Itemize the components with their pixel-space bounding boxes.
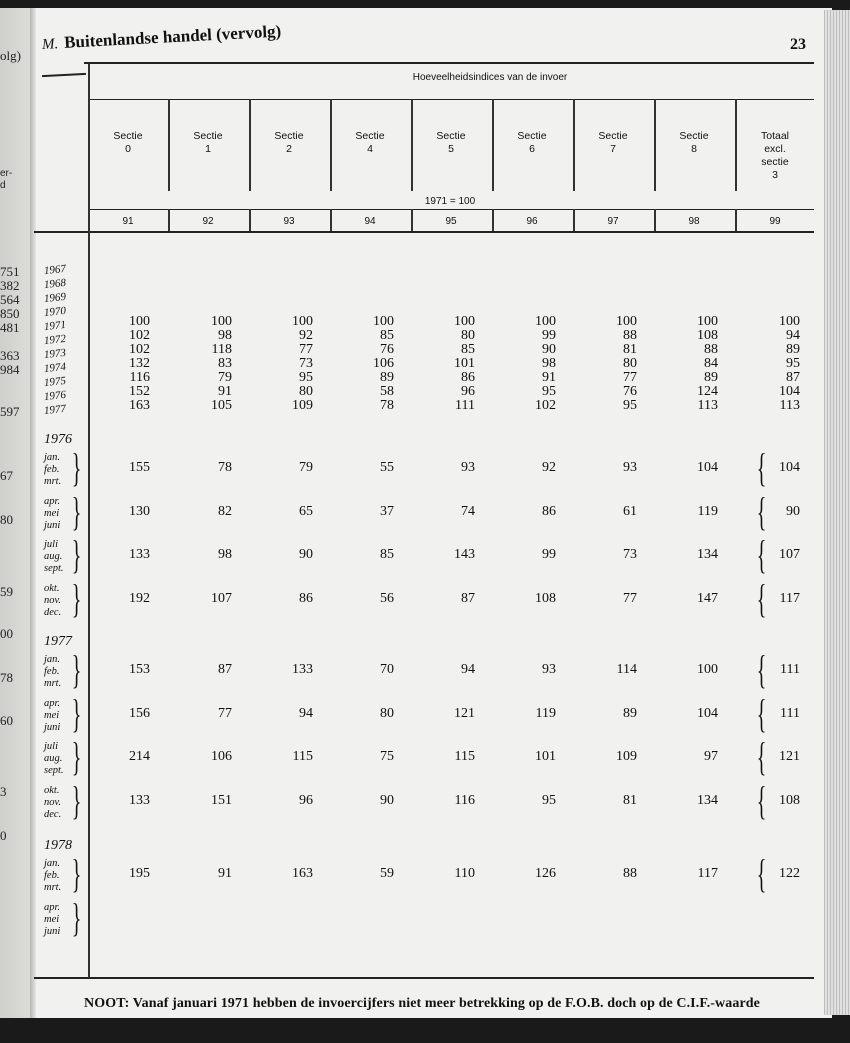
page-number: 23 <box>790 36 806 53</box>
table-cell: 76 <box>380 342 394 357</box>
table-cell: 75 <box>380 749 394 764</box>
table-cell: 77 <box>623 370 637 385</box>
table-cell: 59 <box>380 866 394 881</box>
table-cell: 108 <box>535 590 556 606</box>
table-cell: 61 <box>623 503 637 519</box>
prev-page-number: 382 <box>0 278 20 293</box>
table-cell: 100 <box>697 314 718 329</box>
year-label: 1975 <box>43 374 67 390</box>
column-header: Sectie 8 <box>679 130 709 155</box>
month-label: jan. <box>44 654 61 665</box>
table-cell: 79 <box>299 460 313 475</box>
brace-icon: } <box>71 532 82 577</box>
prev-page-number: 78 <box>0 670 13 685</box>
table-cell: 94 <box>461 662 475 677</box>
table-cell: 78 <box>380 398 394 413</box>
table-cell: 109 <box>616 749 637 764</box>
table-cell: 79 <box>218 370 232 385</box>
table-cell: 81 <box>623 342 637 357</box>
month-label: aug. <box>44 753 63 764</box>
brace-icon: } <box>71 894 82 940</box>
footnote: NOOT: Vanaf januari 1971 hebben de invoercijfers niet meer betrekking op de F.O.B. doch op de C.I.F.-waarde <box>84 996 760 1011</box>
column-header: Sectie 0 <box>113 130 143 155</box>
table-cell: 100 <box>373 314 394 329</box>
table-cell: 92 <box>299 328 313 343</box>
table-cell: 55 <box>380 460 394 475</box>
brace-icon: { <box>756 488 767 534</box>
prev-page-number: 60 <box>0 713 13 728</box>
book-gutter <box>30 8 36 1018</box>
table-cell: 155 <box>129 460 150 475</box>
table-cell: 153 <box>129 662 150 677</box>
table-cell: 86 <box>461 370 475 385</box>
table-cell: 100 <box>535 314 556 329</box>
table-cell: 133 <box>292 662 313 677</box>
table-cell: 108 <box>697 328 718 343</box>
year-label: 1967 <box>43 262 67 278</box>
previous-page-edge <box>0 8 30 1018</box>
table-cell: 95 <box>542 384 556 399</box>
brace-icon: { <box>756 690 767 736</box>
table-cell: 89 <box>380 370 394 385</box>
table-cell: 147 <box>697 590 718 606</box>
month-label: jan. <box>44 452 61 463</box>
table-cell: 116 <box>454 792 475 808</box>
table-title: Hoeveelheidsindices van de invoer <box>412 72 568 83</box>
table-cell: 90 <box>299 547 313 562</box>
month-label: feb. <box>44 464 60 475</box>
prev-page-number: 751 <box>0 264 20 279</box>
table-cell: 163 <box>292 866 313 881</box>
table-cell: 80 <box>299 384 313 399</box>
month-label: apr. <box>44 697 61 709</box>
table-cell: 93 <box>461 460 475 475</box>
table-cell: 117 <box>697 866 718 881</box>
table-cell: 76 <box>623 384 637 399</box>
prev-page-number: 80 <box>0 512 13 527</box>
prev-page-number: 564 <box>0 292 20 307</box>
month-label: feb. <box>44 870 60 881</box>
table-cell: 192 <box>129 590 150 606</box>
brace-icon: { <box>756 532 767 577</box>
table-cell: 104 <box>779 460 800 475</box>
table-cell: 99 <box>542 547 556 562</box>
month-label: mrt. <box>44 476 62 487</box>
table-cell: 121 <box>454 705 475 721</box>
brace-icon: } <box>71 575 82 621</box>
table-cell: 214 <box>129 749 150 764</box>
table-cell: 56 <box>380 590 394 606</box>
month-label: dec. <box>44 606 62 618</box>
table-cell: 111 <box>780 705 800 721</box>
year-label: 1970 <box>43 304 67 320</box>
group-year: 1976 <box>44 432 72 447</box>
prev-page-number: 481 <box>0 320 20 335</box>
table-cell: 85 <box>461 342 475 357</box>
table-cell: 143 <box>454 547 475 562</box>
table-cell: 86 <box>542 503 556 519</box>
table-cell: 88 <box>704 342 718 357</box>
table-cell: 95 <box>542 792 556 808</box>
table-cell: 90 <box>542 342 556 357</box>
table-cell: 97 <box>704 749 718 764</box>
table-cell: 126 <box>535 866 556 881</box>
month-label: mrt. <box>44 678 62 689</box>
header-bottom-rule <box>34 231 814 233</box>
column-header: Sectie 4 <box>355 130 385 155</box>
prev-page-number: 3 <box>0 784 7 799</box>
table-cell: 107 <box>779 547 800 562</box>
year-label: 1976 <box>43 388 67 404</box>
table-cell: 85 <box>380 547 394 562</box>
brace-icon: } <box>71 647 82 692</box>
column-header: Sectie 5 <box>436 130 466 155</box>
table-cell: 132 <box>129 356 150 371</box>
table-cell: 119 <box>535 705 556 721</box>
table-cell: 133 <box>129 547 150 562</box>
column-code: 95 <box>445 216 457 227</box>
table-cell: 89 <box>704 370 718 385</box>
table-cell: 85 <box>380 328 394 343</box>
month-label: jan. <box>44 858 61 869</box>
stub-divider <box>88 64 90 978</box>
table-cell: 90 <box>786 503 800 519</box>
month-label: mei <box>44 709 60 721</box>
prev-page-number: 984 <box>0 362 20 377</box>
table-cell: 100 <box>129 314 150 329</box>
column-code: 98 <box>688 216 700 227</box>
table-cell: 110 <box>454 866 475 881</box>
header-rule <box>88 99 814 100</box>
table-cell: 119 <box>697 503 718 519</box>
table-cell: 122 <box>779 866 800 881</box>
year-label: 1972 <box>43 332 67 348</box>
prev-page-number: 0 <box>0 828 7 843</box>
table-cell: 100 <box>697 662 718 677</box>
year-label: 1968 <box>43 276 67 292</box>
table-cell: 101 <box>535 749 556 764</box>
column-header: Sectie 2 <box>274 130 304 155</box>
table-cell: 117 <box>779 590 800 606</box>
month-label: juni <box>44 721 61 733</box>
table-cell: 96 <box>299 792 313 808</box>
table-cell: 82 <box>218 503 232 519</box>
table-cell: 104 <box>697 460 718 475</box>
table-cell: 100 <box>616 314 637 329</box>
column-code: 93 <box>283 216 295 227</box>
table-cell: 107 <box>211 590 232 606</box>
table-cell: 37 <box>380 503 394 519</box>
table-cell: 91 <box>542 370 556 385</box>
month-label: juli <box>44 539 59 550</box>
month-label: nov. <box>44 594 62 606</box>
brace-icon: { <box>756 851 767 896</box>
table-cell: 134 <box>697 792 718 808</box>
brace-icon: } <box>71 734 82 779</box>
table-cell: 111 <box>455 398 475 413</box>
table-cell: 109 <box>292 398 313 413</box>
table-cell: 151 <box>211 792 232 808</box>
column-code: 97 <box>607 216 619 227</box>
table-cell: 92 <box>542 460 556 475</box>
column-header: Sectie 6 <box>517 130 547 155</box>
prev-page-number: 00 <box>0 626 13 641</box>
table-cell: 77 <box>218 705 232 721</box>
month-label: apr. <box>44 495 61 507</box>
table-top-rule <box>84 62 814 64</box>
table-cell: 100 <box>292 314 313 329</box>
table-cell: 87 <box>461 590 475 606</box>
index-base: 1971 = 100 <box>424 196 476 207</box>
table-bottom-rule <box>34 977 814 979</box>
table-cell: 106 <box>211 749 232 764</box>
column-code: 91 <box>122 216 134 227</box>
year-label: 1971 <box>43 318 67 334</box>
month-label: juni <box>44 519 61 531</box>
prev-page-number: 850 <box>0 306 20 321</box>
prev-page-number: 59 <box>0 584 13 599</box>
month-label: okt. <box>44 582 60 594</box>
table-cell: 102 <box>129 328 150 343</box>
table-cell: 91 <box>218 384 232 399</box>
table-cell: 94 <box>786 328 800 343</box>
prev-page-number: 597 <box>0 404 20 419</box>
table-cell: 98 <box>542 356 556 371</box>
brace-icon: { <box>756 647 767 692</box>
table-cell: 102 <box>535 398 556 413</box>
table-cell: 88 <box>623 328 637 343</box>
section-letter: M. <box>41 36 59 53</box>
column-header: Sectie 7 <box>598 130 628 155</box>
table-cell: 98 <box>218 547 232 562</box>
brace-icon: } <box>71 851 82 896</box>
table-cell: 195 <box>129 866 150 881</box>
year-label: 1977 <box>43 402 67 418</box>
month-label: feb. <box>44 666 60 677</box>
table-cell: 77 <box>299 342 313 357</box>
brace-icon: { <box>756 575 767 621</box>
table-cell: 113 <box>779 398 800 413</box>
table-cell: 95 <box>299 370 313 385</box>
prev-page-header: olg) <box>0 48 21 63</box>
table-cell: 96 <box>461 384 475 399</box>
column-code: 96 <box>526 216 538 227</box>
table-cell: 89 <box>623 705 637 721</box>
table-cell: 100 <box>454 314 475 329</box>
month-label: mei <box>44 913 60 925</box>
base-rule <box>88 209 814 210</box>
column-code: 94 <box>364 216 376 227</box>
table-cell: 104 <box>697 705 718 721</box>
table-cell: 95 <box>786 356 800 371</box>
table-cell: 105 <box>211 398 232 413</box>
column-header: Sectie 1 <box>193 130 223 155</box>
table-cell: 108 <box>779 792 800 808</box>
prev-page-number: 363 <box>0 348 20 363</box>
month-label: aug. <box>44 551 63 562</box>
table-cell: 156 <box>129 705 150 721</box>
table-cell: 163 <box>129 398 150 413</box>
month-label: nov. <box>44 796 62 808</box>
table-cell: 70 <box>380 662 394 677</box>
table-cell: 114 <box>616 662 637 677</box>
page-stack-edge <box>824 10 850 1015</box>
table-cell: 73 <box>299 356 313 371</box>
group-year: 1978 <box>44 838 72 853</box>
table-cell: 113 <box>697 398 718 413</box>
brace-icon: { <box>756 445 767 490</box>
table-cell: 115 <box>292 749 313 764</box>
table-cell: 73 <box>623 547 637 562</box>
table-cell: 74 <box>461 503 475 519</box>
table-cell: 134 <box>697 547 718 562</box>
table-cell: 80 <box>461 328 475 343</box>
table-cell: 77 <box>623 590 637 606</box>
table-cell: 121 <box>779 749 800 764</box>
table-cell: 93 <box>542 662 556 677</box>
table-cell: 104 <box>779 384 800 399</box>
year-label: 1974 <box>43 360 67 376</box>
table-cell: 133 <box>129 792 150 808</box>
table-cell: 99 <box>542 328 556 343</box>
table-cell: 89 <box>786 342 800 357</box>
month-label: sept. <box>44 563 64 574</box>
column-header: Totaal excl. sectie 3 <box>760 130 790 181</box>
brace-icon: { <box>756 734 767 779</box>
table-cell: 88 <box>623 866 637 881</box>
table-cell: 115 <box>454 749 475 764</box>
table-cell: 100 <box>779 314 800 329</box>
month-label: mei <box>44 507 60 519</box>
column-code: 99 <box>769 216 781 227</box>
table-cell: 81 <box>623 792 637 808</box>
table-cell: 86 <box>299 590 313 606</box>
table-cell: 152 <box>129 384 150 399</box>
table-cell: 102 <box>129 342 150 357</box>
section-title: Buitenlandse handel (vervolg) <box>63 21 282 52</box>
month-label: apr. <box>44 901 61 913</box>
group-year: 1977 <box>44 634 72 649</box>
brace-icon: } <box>71 690 82 736</box>
column-code: 92 <box>202 216 214 227</box>
table-cell: 124 <box>697 384 718 399</box>
table-cell: 87 <box>218 662 232 677</box>
table-cell: 91 <box>218 866 232 881</box>
brace-icon: } <box>71 777 82 823</box>
brace-icon: } <box>71 488 82 534</box>
table-cell: 95 <box>623 398 637 413</box>
table-cell: 84 <box>704 356 718 371</box>
year-label: 1969 <box>43 290 67 306</box>
table-cell: 130 <box>129 503 150 519</box>
table-cell: 106 <box>373 356 394 371</box>
table-cell: 111 <box>780 662 800 677</box>
table-cell: 118 <box>211 342 232 357</box>
month-label: juli <box>44 741 59 752</box>
table-cell: 116 <box>129 370 150 385</box>
month-label: sept. <box>44 765 64 776</box>
month-label: mrt. <box>44 882 62 893</box>
table-cell: 78 <box>218 460 232 475</box>
prev-page-text: er- <box>0 168 13 179</box>
table-cell: 93 <box>623 460 637 475</box>
year-label: 1973 <box>43 346 67 362</box>
prev-page-text: d <box>0 180 6 191</box>
table-cell: 87 <box>786 370 800 385</box>
month-label: okt. <box>44 784 60 796</box>
table-cell: 80 <box>380 705 394 721</box>
table-cell: 94 <box>299 705 313 721</box>
month-label: juni <box>44 925 61 937</box>
brace-icon: { <box>756 777 767 823</box>
table-cell: 100 <box>211 314 232 329</box>
table-cell: 65 <box>299 503 313 519</box>
brace-icon: } <box>71 445 82 490</box>
table-cell: 58 <box>380 384 394 399</box>
prev-page-number: 67 <box>0 468 13 483</box>
table-cell: 98 <box>218 328 232 343</box>
table-cell: 83 <box>218 356 232 371</box>
table-cell: 80 <box>623 356 637 371</box>
table-cell: 101 <box>454 356 475 371</box>
month-label: dec. <box>44 808 62 820</box>
table-cell: 90 <box>380 792 394 808</box>
